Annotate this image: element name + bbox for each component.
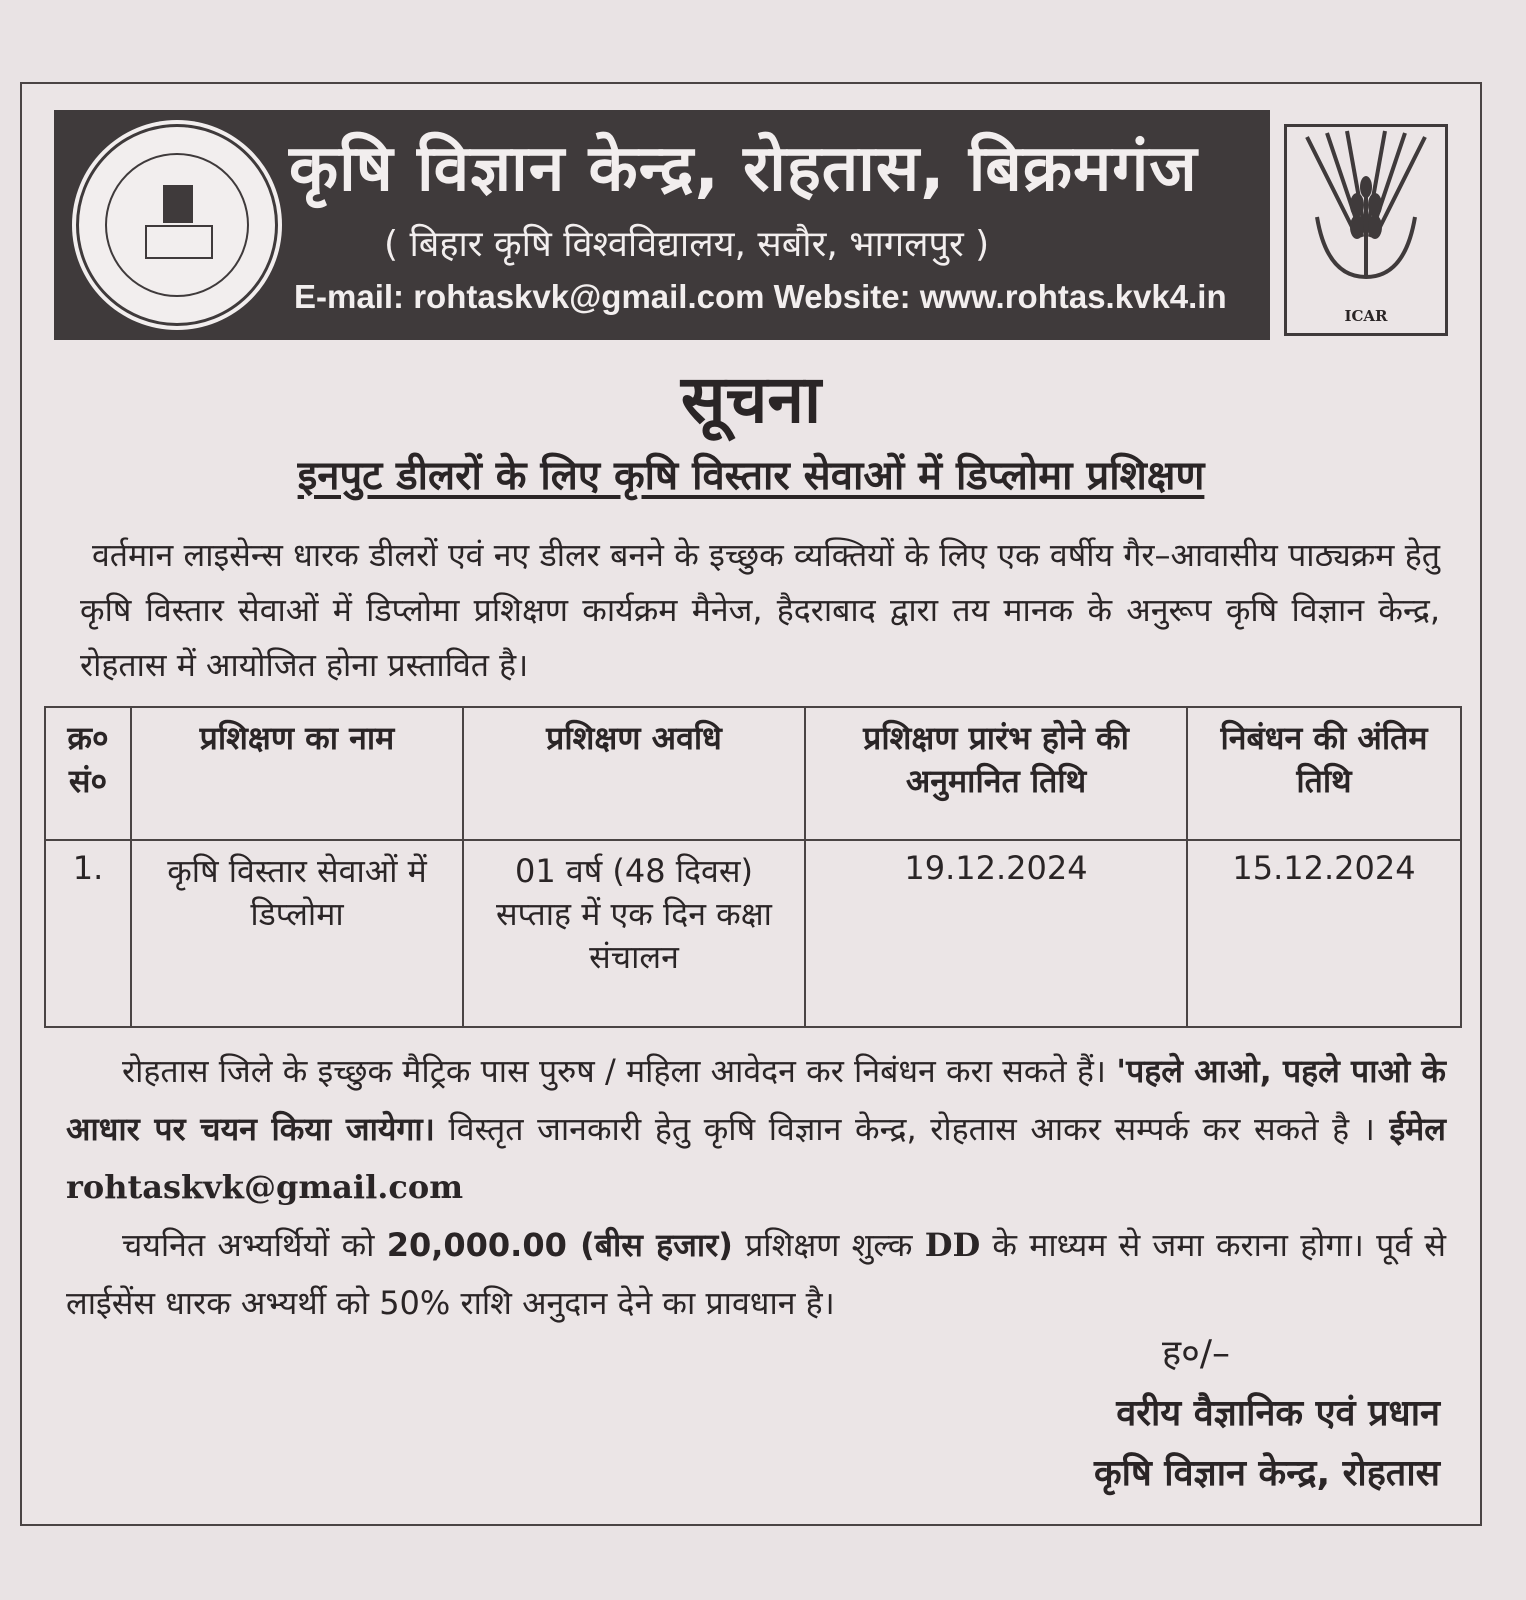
column-header: प्रशिक्षण अवधि bbox=[463, 707, 805, 840]
table-row bbox=[45, 840, 1461, 1027]
icar-logo bbox=[1284, 124, 1448, 336]
signatory-office: कृषि विज्ञान केन्द्र, रोहतास bbox=[1093, 1453, 1440, 1494]
notice-title: सूचना bbox=[680, 361, 822, 438]
header-title: कृषि विज्ञान केन्द्र, रोहतास, बिक्रमगंज bbox=[289, 132, 1198, 206]
table-cell: 19.12.2024 bbox=[805, 840, 1187, 1027]
footer-text bbox=[66, 1042, 1446, 1332]
table-cell: कृषि विस्तार सेवाओं में डिप्लोमा bbox=[131, 840, 463, 1027]
university-seal-logo bbox=[76, 124, 278, 326]
table-header-row bbox=[45, 707, 1461, 840]
table-cell: 01 वर्ष (48 दिवस) सप्ताह में एक दिन कक्षा संचालन bbox=[463, 840, 805, 1027]
wheat-icon bbox=[1287, 127, 1445, 297]
training-table bbox=[44, 706, 1462, 1028]
fee-paragraph: चयनित अभ्यर्थियों को 20,000.00 (बीस हजार) प्रशिक्षण शुल्क DD के माध्यम से जमा कराना होगा। पूर्व से लाईसेंस धारक अभ्यर्थी को 50% राशि अनुदान देने का प्रावधान है। bbox=[66, 1226, 1446, 1322]
signature-mark: ह०/– bbox=[1162, 1333, 1230, 1374]
notice-heading: इनपुट डीलरों के लिए कृषि विस्तार सेवाओं में डिप्लोमा प्रशिक्षण bbox=[297, 453, 1205, 499]
header-banner bbox=[54, 110, 1270, 340]
intro-paragraph: वर्तमान लाइसेन्स धारक डीलरों एवं नए डीलर बनने के इच्छुक व्यक्तियों के लिए एक वर्षीय गैर–आवासीय पाठ्यक्रम हेतु कृषि विस्तार सेवाओं में डिप्लोमा प्रशिक्षण कार्यक्रम मैनेज, हैदराबाद द्वारा तय मानक के अनुरूप कृषि विज्ञान केन्द्र, रोहतास में आयोजित होना प्रस्तावित है। bbox=[80, 536, 1440, 684]
signatory-designation: वरीय वैज्ञानिक एवं प्रधान bbox=[1116, 1393, 1440, 1434]
column-header: प्रशिक्षण प्रारंभ होने की अनुमानित तिथि bbox=[805, 707, 1187, 840]
eligibility-paragraph: रोहतास जिले के इच्छुक मैट्रिक पास पुरुष / महिला आवेदन कर निबंधन करा सकते हैं। 'पहले आओ, पहले पाओ के आधार पर चयन किया जायेगा। विस्तृत जानकारी हेतु कृषि विज्ञान केन्द्र, रोहतास आकर सम्पर्क कर सकते है । ईमेल rohtaskvk@gmail.com bbox=[66, 1052, 1447, 1206]
notice-box bbox=[20, 82, 1482, 1526]
column-header: प्रशिक्षण का नाम bbox=[131, 707, 463, 840]
column-header: क्र० सं० bbox=[45, 707, 131, 840]
table-cell: 15.12.2024 bbox=[1187, 840, 1461, 1027]
header-contact: E-mail: rohtaskvk@gmail.com Website: www.rohtas.kvk4.in bbox=[294, 278, 1227, 315]
header-subtitle: ( बिहार कृषि विश्वविद्यालय, सबौर, भागलपुर ) bbox=[384, 224, 990, 265]
column-header: निबंधन की अंतिम तिथि bbox=[1187, 707, 1461, 840]
table-cell: 1. bbox=[45, 840, 131, 1027]
signature-block bbox=[1094, 1324, 1440, 1504]
contact-email: rohtaskvk@gmail.com bbox=[66, 1168, 464, 1206]
icar-label: ICAR bbox=[1344, 307, 1388, 325]
fee-amount: 20,000.00 (बीस हजार) bbox=[386, 1226, 733, 1264]
